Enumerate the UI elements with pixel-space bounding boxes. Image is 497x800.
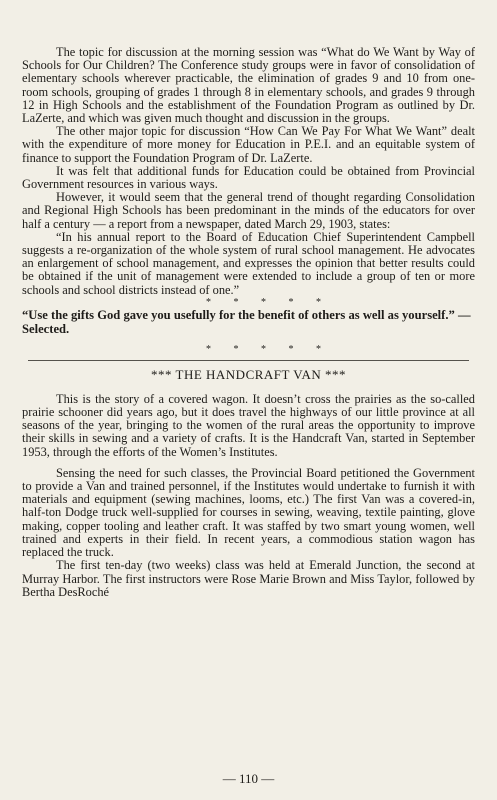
- section-title: *** THE HANDCRAFT VAN ***: [150, 366, 346, 382]
- paragraph-general-trend: However, it would seem that the general trend of thought regarding Consolidation and Regional High Schools has been predominant in the minds of the educators for over half a century — a report from a newspaper, dated March 29, 1903, states:: [22, 190, 475, 231]
- page-number: — 110 —: [222, 771, 275, 786]
- paragraph-first-class: The first ten-day (two weeks) class was held at Emerald Junction, the second at Murray Harbor. The first instructors were Rose Marie Brown and Miss Taylor, followed by Bertha DesRoché: [22, 558, 475, 599]
- gifts-quote: “Use the gifts God gave you usefully for the benefit of others as well as yourself.” — Selected.: [22, 307, 471, 336]
- paragraph-provincial-board: Sensing the need for such classes, the Provincial Board petitioned the Government to provide a Van and trained personnel, if the Institutes would undertake to furnish it with materials and equipment (sewing machines, looms, etc.) The first Van was a covered-in, half-ton Dodge truck well-supplied for courses in sewing, weaving, textile painting, glove making, copper tooling and leather craft. It was staffed by two smart young women, well trained and experts in their field. In recent years, a commodious station wagon has replaced the truck.: [22, 465, 475, 560]
- paragraph-covered-wagon: This is the story of a covered wagon. It doesn’t cross the prairies as the so-called prairie schooner did years ago, but it does travel the highways of our little province at all seasons of the year, bringing to the women of the rural areas the opportunity to improve their skills in sewing and a variety of crafts. It is the Handcraft Van, started in September 1953, through the efforts of the Women’s Institutes.: [22, 391, 475, 459]
- paragraph-pay-topic: The other major topic for discussion “How Can We Pay For What We Want” dealt with the expenditure of more money for Education in P.E.I. and an equitable system of finance to support the Foundation Program of Dr. LaZerte.: [22, 124, 475, 165]
- paragraph-schools-topic: The topic for discussion at the morning session was “What do We Want by Way of Schools for Our Children? The Conference study groups were in favor of consolidation of elementary schools wherever practicable, the elimination of grades 9 and 10 from one-room schools, grouping of grades 1 through 8 in elementary schools, and grades 9 through 12 in High Schools and the establishment of the Foundation Program as outlined by Dr. LaZerte, and which was given much thought and discussion in the groups.: [22, 45, 475, 126]
- paragraph-campbell-quote: “In his annual report to the Board of Education Chief Superintendent Campbell suggests a re-organization of the whole system of rural school management. He advocates an enlargement of school management, and expresses the opinion that better results could be obtained if the unit of management were extended to include a group of ten or more schools and school districts instead of one.”: [22, 229, 475, 297]
- section-divider: [28, 360, 469, 361]
- separator-stars-1: * * * * *: [206, 296, 331, 308]
- paragraph-additional-funds: It was felt that additional funds for Education could be obtained from Provincial Government resources in various ways.: [22, 163, 475, 192]
- separator-stars-2: * * * * *: [206, 343, 331, 355]
